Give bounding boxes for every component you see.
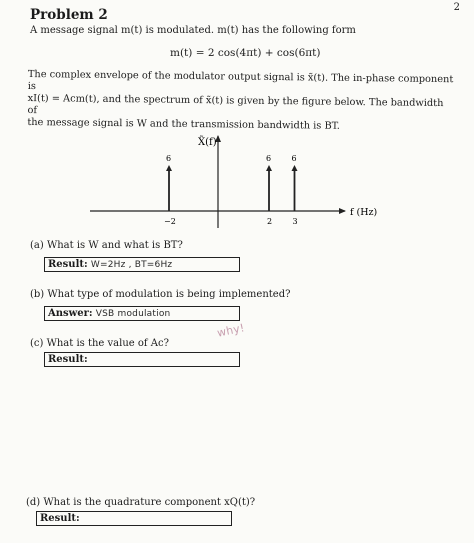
- impulse-arrowhead-1: [266, 165, 272, 171]
- question-b-answer-label: Answer:: [48, 308, 93, 319]
- impulse-tick-label-0: −2: [164, 217, 176, 226]
- question-c-text: (c) What is the value of Ac?: [30, 338, 169, 349]
- impulse-arrowhead-2: [292, 165, 298, 171]
- paragraph-line-2: xI(t) = Acm(t), and the spectrum of x̃(t) is given by the figure below. The bandwidth of: [27, 92, 444, 117]
- problem-intro: A message signal m(t) is modulated. m(t) has the following form: [30, 25, 356, 36]
- spectrum-y-label: X̃(f): [198, 137, 217, 148]
- question-b-answer-box[interactable]: [44, 306, 240, 321]
- question-c-result-label: Result:: [48, 354, 88, 365]
- question-a-handwritten-answer: W=2Hz , BT=6Hz: [90, 260, 173, 270]
- paragraph-line-3: the message signal is W and the transmission bandwidth is BT.: [27, 116, 340, 132]
- paragraph-line-1: The complex envelope of the modulator output signal is x̃(t). The in-phase component is: [27, 69, 454, 93]
- impulse-amplitude-label-0: 6: [166, 154, 172, 163]
- impulse-tick-label-2: 3: [292, 217, 298, 226]
- question-b-handwritten-answer: VSB modulation: [95, 309, 171, 319]
- impulse-amplitude-label-2: 6: [291, 154, 297, 163]
- impulse-arrowhead-0: [166, 165, 172, 171]
- impulse-tick-label-1: 2: [267, 217, 273, 226]
- question-a-result-label: Result:: [48, 259, 88, 270]
- question-c-result-box[interactable]: [44, 352, 240, 367]
- question-d-result-box[interactable]: [36, 511, 232, 526]
- question-a-text: (a) What is W and what is BT?: [30, 240, 183, 251]
- page-number: 2: [453, 2, 460, 13]
- frequency-axis-label: f (Hz): [350, 207, 378, 218]
- question-a-result-box[interactable]: [44, 257, 240, 272]
- question-b-text: (b) What type of modulation is being implemented?: [30, 289, 291, 300]
- message-equation: m(t) = 2 cos(4πt) + cos(6πt): [170, 47, 321, 59]
- problem-title: Problem 2: [30, 7, 108, 23]
- impulse-amplitude-label-1: 6: [266, 154, 272, 163]
- margin-note: why!: [215, 321, 246, 340]
- question-d-result-label: Result:: [40, 513, 80, 524]
- question-d-text: (d) What is the quadrature component xQ(t)?: [26, 497, 256, 508]
